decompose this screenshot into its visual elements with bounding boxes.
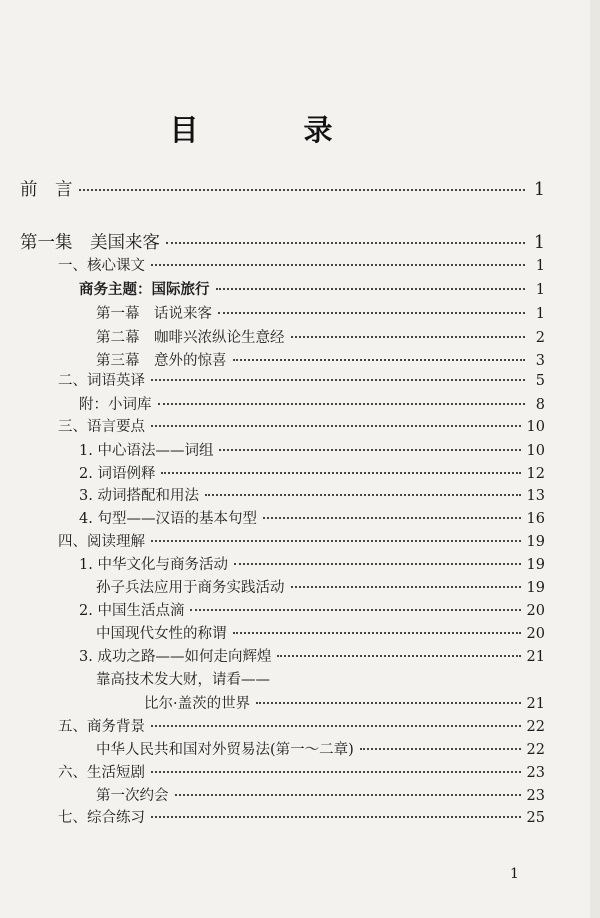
toc-entry-title: 中国现代女性的称谓: [96, 626, 227, 642]
dot-leader: [158, 393, 526, 405]
toc-entry[interactable]: [79, 278, 545, 302]
toc-entry-page: 1: [535, 258, 545, 274]
dot-leader: [79, 179, 526, 191]
toc-entry-title: 1. 中华文化与商务活动: [79, 557, 228, 573]
toc-entry-page: 19: [526, 534, 545, 550]
dot-leader: [233, 622, 521, 634]
toc-entry[interactable]: [96, 784, 545, 808]
dot-leader: [151, 715, 521, 727]
dot-leader: [219, 439, 520, 451]
toc-entry-title: 一、核心课文: [58, 258, 145, 274]
toc-entry[interactable]: [79, 599, 545, 623]
toc-entry-title: 三、语言要点: [58, 419, 145, 435]
toc-entry[interactable]: [96, 668, 545, 692]
toc-entry[interactable]: [58, 715, 545, 739]
dot-leader: [205, 484, 521, 496]
toc-entry-page: 19: [526, 557, 545, 573]
toc-entry-title: 附：小词库: [79, 397, 152, 413]
toc-entry[interactable]: [79, 484, 545, 508]
dot-leader: [233, 349, 526, 361]
dot-leader: [166, 232, 525, 244]
toc-entry-title: 二、词语英译: [58, 373, 145, 389]
toc-entry-page: 16: [526, 511, 545, 527]
toc-entry[interactable]: [58, 806, 545, 830]
toc-entry-page: 3: [535, 353, 545, 369]
toc-entry-title: 3. 成功之路——如何走向辉煌: [79, 649, 272, 665]
toc-entry-title: 4. 句型——汉语的基本句型: [79, 511, 257, 527]
dot-leader: [263, 507, 521, 519]
dot-leader: [360, 738, 521, 750]
toc-entry-page: 20: [526, 626, 545, 642]
toc-entry-page: 19: [526, 580, 545, 596]
toc-entry-page: 10: [526, 419, 545, 435]
dot-leader: [256, 692, 520, 704]
toc-entry[interactable]: [144, 692, 545, 716]
toc-entry-title: 1. 中心语法——词组: [79, 443, 214, 459]
toc-entry-title: 第一幕 话说来客: [96, 306, 212, 322]
toc-entry[interactable]: [58, 254, 545, 278]
toc-entry-title: 中华人民共和国对外贸易法(第一～二章): [96, 742, 354, 758]
toc-entry-title: 七、综合练习: [58, 810, 145, 826]
toc-entry[interactable]: [58, 369, 545, 393]
dot-leader: [175, 784, 521, 796]
toc-entry[interactable]: [20, 231, 545, 255]
toc-entry[interactable]: [96, 576, 545, 600]
toc-entry-title: 2. 词语例释: [79, 466, 156, 482]
dot-leader: [151, 806, 521, 818]
toc-entry-page: 22: [526, 719, 545, 735]
dot-leader: [161, 462, 520, 474]
toc-entry-title: 第一次约会: [96, 788, 169, 804]
page-title: 目 录: [169, 113, 371, 147]
toc-entry-page: 21: [526, 696, 545, 712]
dot-leader: [277, 645, 520, 657]
toc-entry-page: 13: [526, 488, 545, 504]
toc-entry-page: 1: [535, 306, 545, 322]
toc-entry-title: 第一集 美国来客: [20, 233, 160, 253]
toc-entry[interactable]: [96, 302, 545, 326]
toc-entry-page: 1: [533, 180, 545, 200]
toc-entry-page: 23: [526, 788, 545, 804]
toc-entry-title: 五、商务背景: [58, 719, 145, 735]
toc-entry[interactable]: [79, 439, 545, 463]
toc-entry-page: 20: [526, 603, 545, 619]
dot-leader: [151, 530, 521, 542]
toc-entry-title: 六、生活短剧: [58, 765, 145, 781]
toc-entry-title: 第二幕 咖啡兴浓纵论生意经: [96, 330, 285, 346]
dot-leader: [151, 369, 525, 381]
toc-entry[interactable]: [20, 178, 545, 202]
toc-entry-title: 第三幕 意外的惊喜: [96, 353, 227, 369]
toc-entry-title: 2. 中国生活点滴: [79, 603, 185, 619]
dot-leader: [234, 553, 521, 565]
toc-entry-page: 21: [526, 649, 545, 665]
dot-leader: [291, 576, 521, 588]
toc-entry-page: 25: [526, 810, 545, 826]
toc-entry-page: 1: [535, 282, 545, 298]
toc-entry[interactable]: [96, 622, 545, 646]
toc-entry[interactable]: [58, 415, 545, 439]
toc-entry[interactable]: [58, 530, 545, 554]
toc-entry[interactable]: [79, 553, 545, 577]
dot-leader: [151, 761, 521, 773]
toc-entry-page: 23: [526, 765, 545, 781]
toc-entry-page: 2: [535, 330, 545, 346]
toc-entry[interactable]: [79, 393, 545, 417]
toc-entry[interactable]: [96, 738, 545, 762]
toc-entry-title: 3. 动词搭配和用法: [79, 488, 199, 504]
toc-entry-page: 12: [526, 466, 545, 482]
toc-entry-title: 四、阅读理解: [58, 534, 145, 550]
dot-leader: [151, 254, 525, 266]
toc-entry-title: 孙子兵法应用于商务实践活动: [96, 580, 285, 596]
toc-entry-page: 8: [535, 397, 545, 413]
toc-entry-title: 前 言: [20, 180, 73, 200]
toc-entry[interactable]: [79, 645, 545, 669]
toc-entry[interactable]: [79, 507, 545, 531]
dot-leader: [218, 302, 525, 314]
dot-leader: [190, 599, 520, 611]
dot-leader: [216, 278, 526, 290]
page-number: 1: [510, 866, 519, 882]
toc-entry-page: 1: [533, 233, 545, 253]
toc-entry-title: 商务主题：国际旅行: [79, 281, 210, 298]
dot-leader: [291, 326, 526, 338]
toc-entry[interactable]: [96, 326, 545, 350]
toc-entry-page: 22: [526, 742, 545, 758]
toc-entry[interactable]: [79, 462, 545, 486]
toc-entry-page: 5: [535, 373, 545, 389]
dot-leader: [151, 415, 521, 427]
page-edge: [590, 0, 600, 918]
toc-entry-page: 10: [526, 443, 545, 459]
toc-entry[interactable]: [58, 761, 545, 785]
toc-entry-title: 比尔·盖茨的世界: [144, 696, 251, 712]
toc-entry-title: 靠高技术发大财，请看——: [96, 672, 270, 688]
